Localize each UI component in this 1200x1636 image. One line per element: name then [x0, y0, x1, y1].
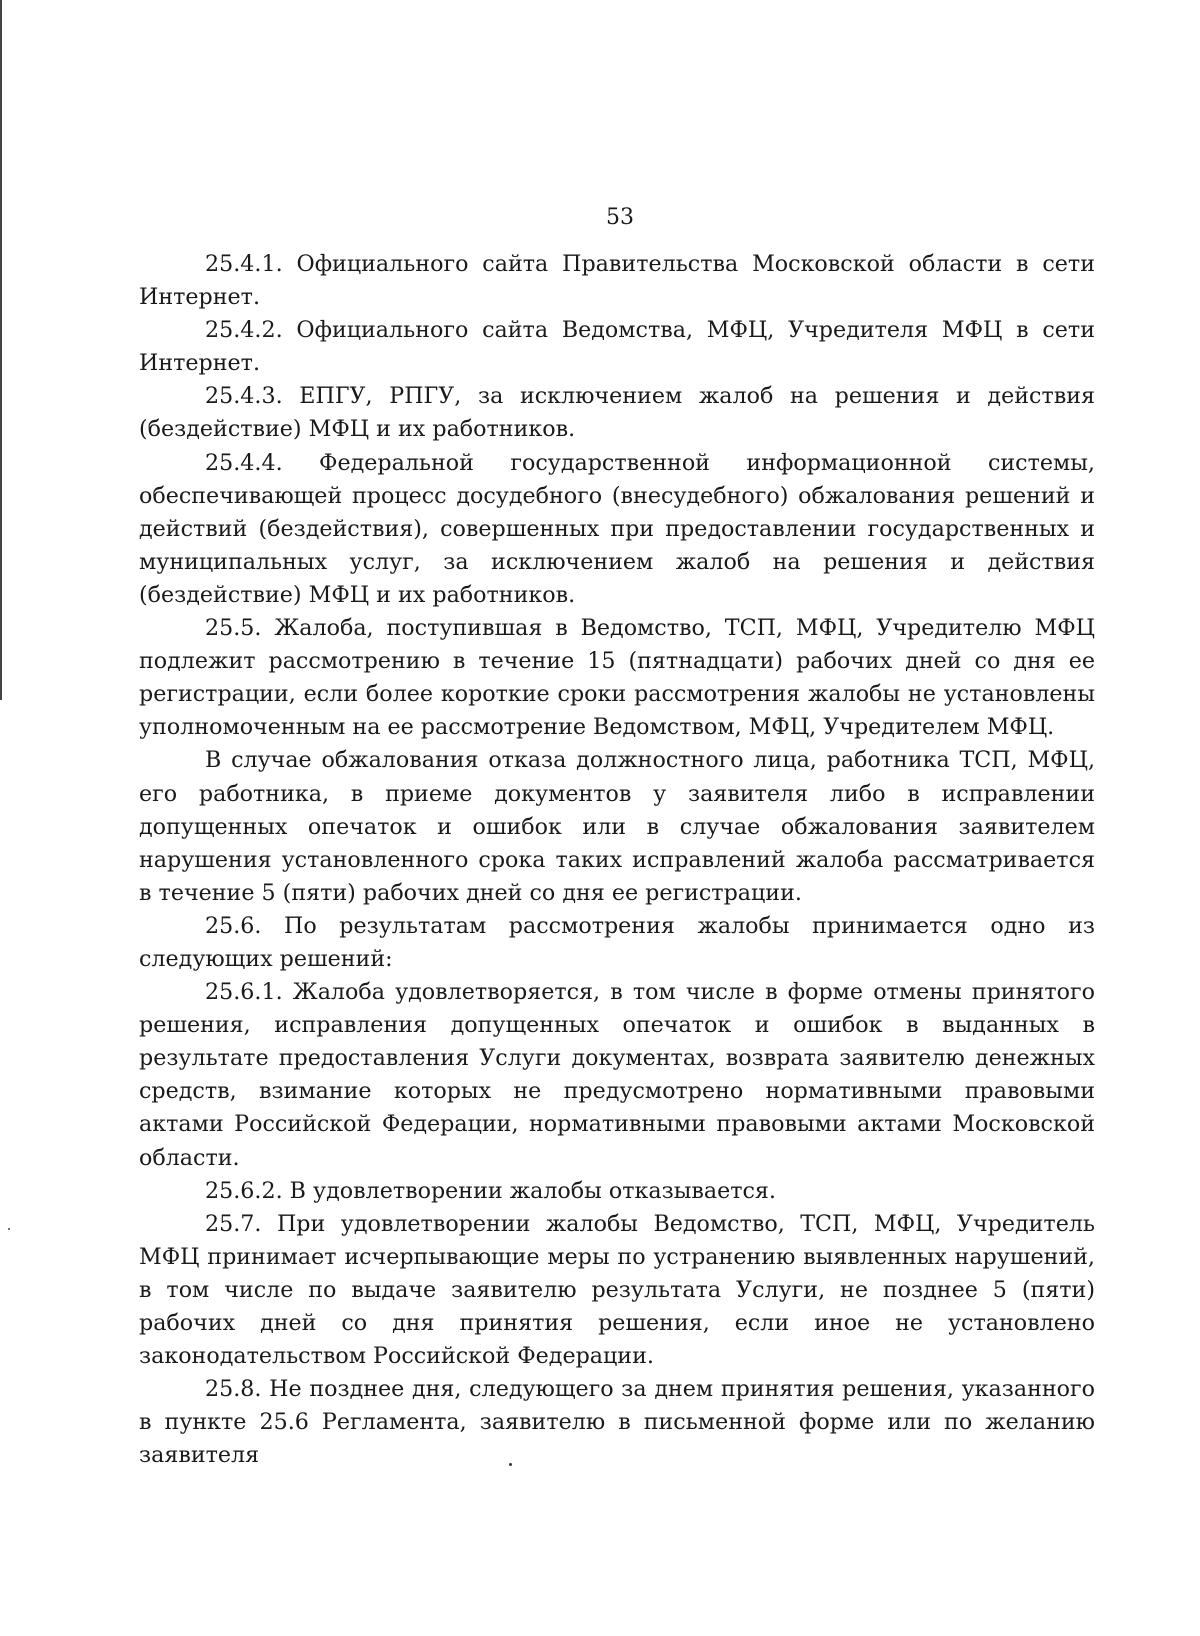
paragraph-25-6-1: 25.6.1. Жалоба удовлетворяется, в том числе в форме отмены принятого решения, исправления допущенных опечаток и ошибок в выданных в результате предоставления Услуги документах, возврата заявителю денежных средств, взимание которых не предусмотрено нормативными правовыми актами Российской Федерации, нормативными правовыми актами Московской области.: [139, 979, 1095, 1171]
paragraph-25-8: 25.8. Не позднее дня, следующего за днем принятия решения, указанного в пункте 25.6 Регламента, заявителю в письменной форме или по желанию заявителя: [139, 1376, 1095, 1469]
paragraph-25-5-appeal-case: В случае обжалования отказа должностного лица, работника ТСП, МФЦ, его работника, в приеме документов у заявителя либо в исправлении допущенных опечаток и ошибок или в случае обжалования заявителем нарушения установленного срока таких исправлений жалоба рассматривается в течение 5 (пяти) рабочих дней со дня ее регистрации.: [139, 747, 1095, 906]
scan-edge-line: [0, 0, 2, 700]
paragraph-25-4-2: 25.4.2. Официального сайта Ведомства, МФЦ, Учредителя МФЦ в сети Интернет.: [139, 317, 1095, 377]
paragraph-25-5: 25.5. Жалоба, поступившая в Ведомство, ТСП, МФЦ, Учредителю МФЦ подлежит рассмотрению в течение 15 (пятнадцати) рабочих дней со дня ее регистрации, если более короткие сроки рассмотрения жалобы не установлены уполномоченным на ее рассмотрение Ведомством, МФЦ, Учредителем МФЦ.: [139, 615, 1095, 741]
paragraph-25-6-2: 25.6.2. В удовлетворении жалобы отказывается.: [205, 1177, 776, 1204]
paragraph-25-4-3: 25.4.3. ЕПГУ, РПГУ, за исключением жалоб на решения и действия (бездействие) МФЦ и их работников.: [139, 383, 1095, 443]
page-number: 53: [606, 205, 634, 230]
document-body: [139, 248, 1095, 1472]
paragraph-25-4-4: 25.4.4. Федеральной государственной информационной системы, обеспечивающей процесс досудебного (внесудебного) обжалования решений и действий (бездействия), совершенных при предоставлении государственных и муниципальных услуг, за исключением жалоб на решения и действия (бездействие) МФЦ и их работников.: [139, 449, 1095, 608]
scan-speck: [509, 1463, 512, 1466]
scan-speck: [8, 1228, 10, 1230]
paragraph-25-4-1: 25.4.1. Официального сайта Правительства Московской области в сети Интернет.: [139, 251, 1095, 311]
paragraph-25-7: 25.7. При удовлетворении жалобы Ведомство, ТСП, МФЦ, Учредитель МФЦ принимает исчерпывающие меры по устранению выявленных нарушений, в том числе по выдаче заявителю результата Услуги, не позднее 5 (пяти) рабочих дней со дня принятия решения, если иное не установлено законодательством Российской Федерации.: [139, 1210, 1095, 1370]
paragraph-25-6: 25.6. По результатам рассмотрения жалобы принимается одно из следующих решений:: [139, 912, 1095, 972]
